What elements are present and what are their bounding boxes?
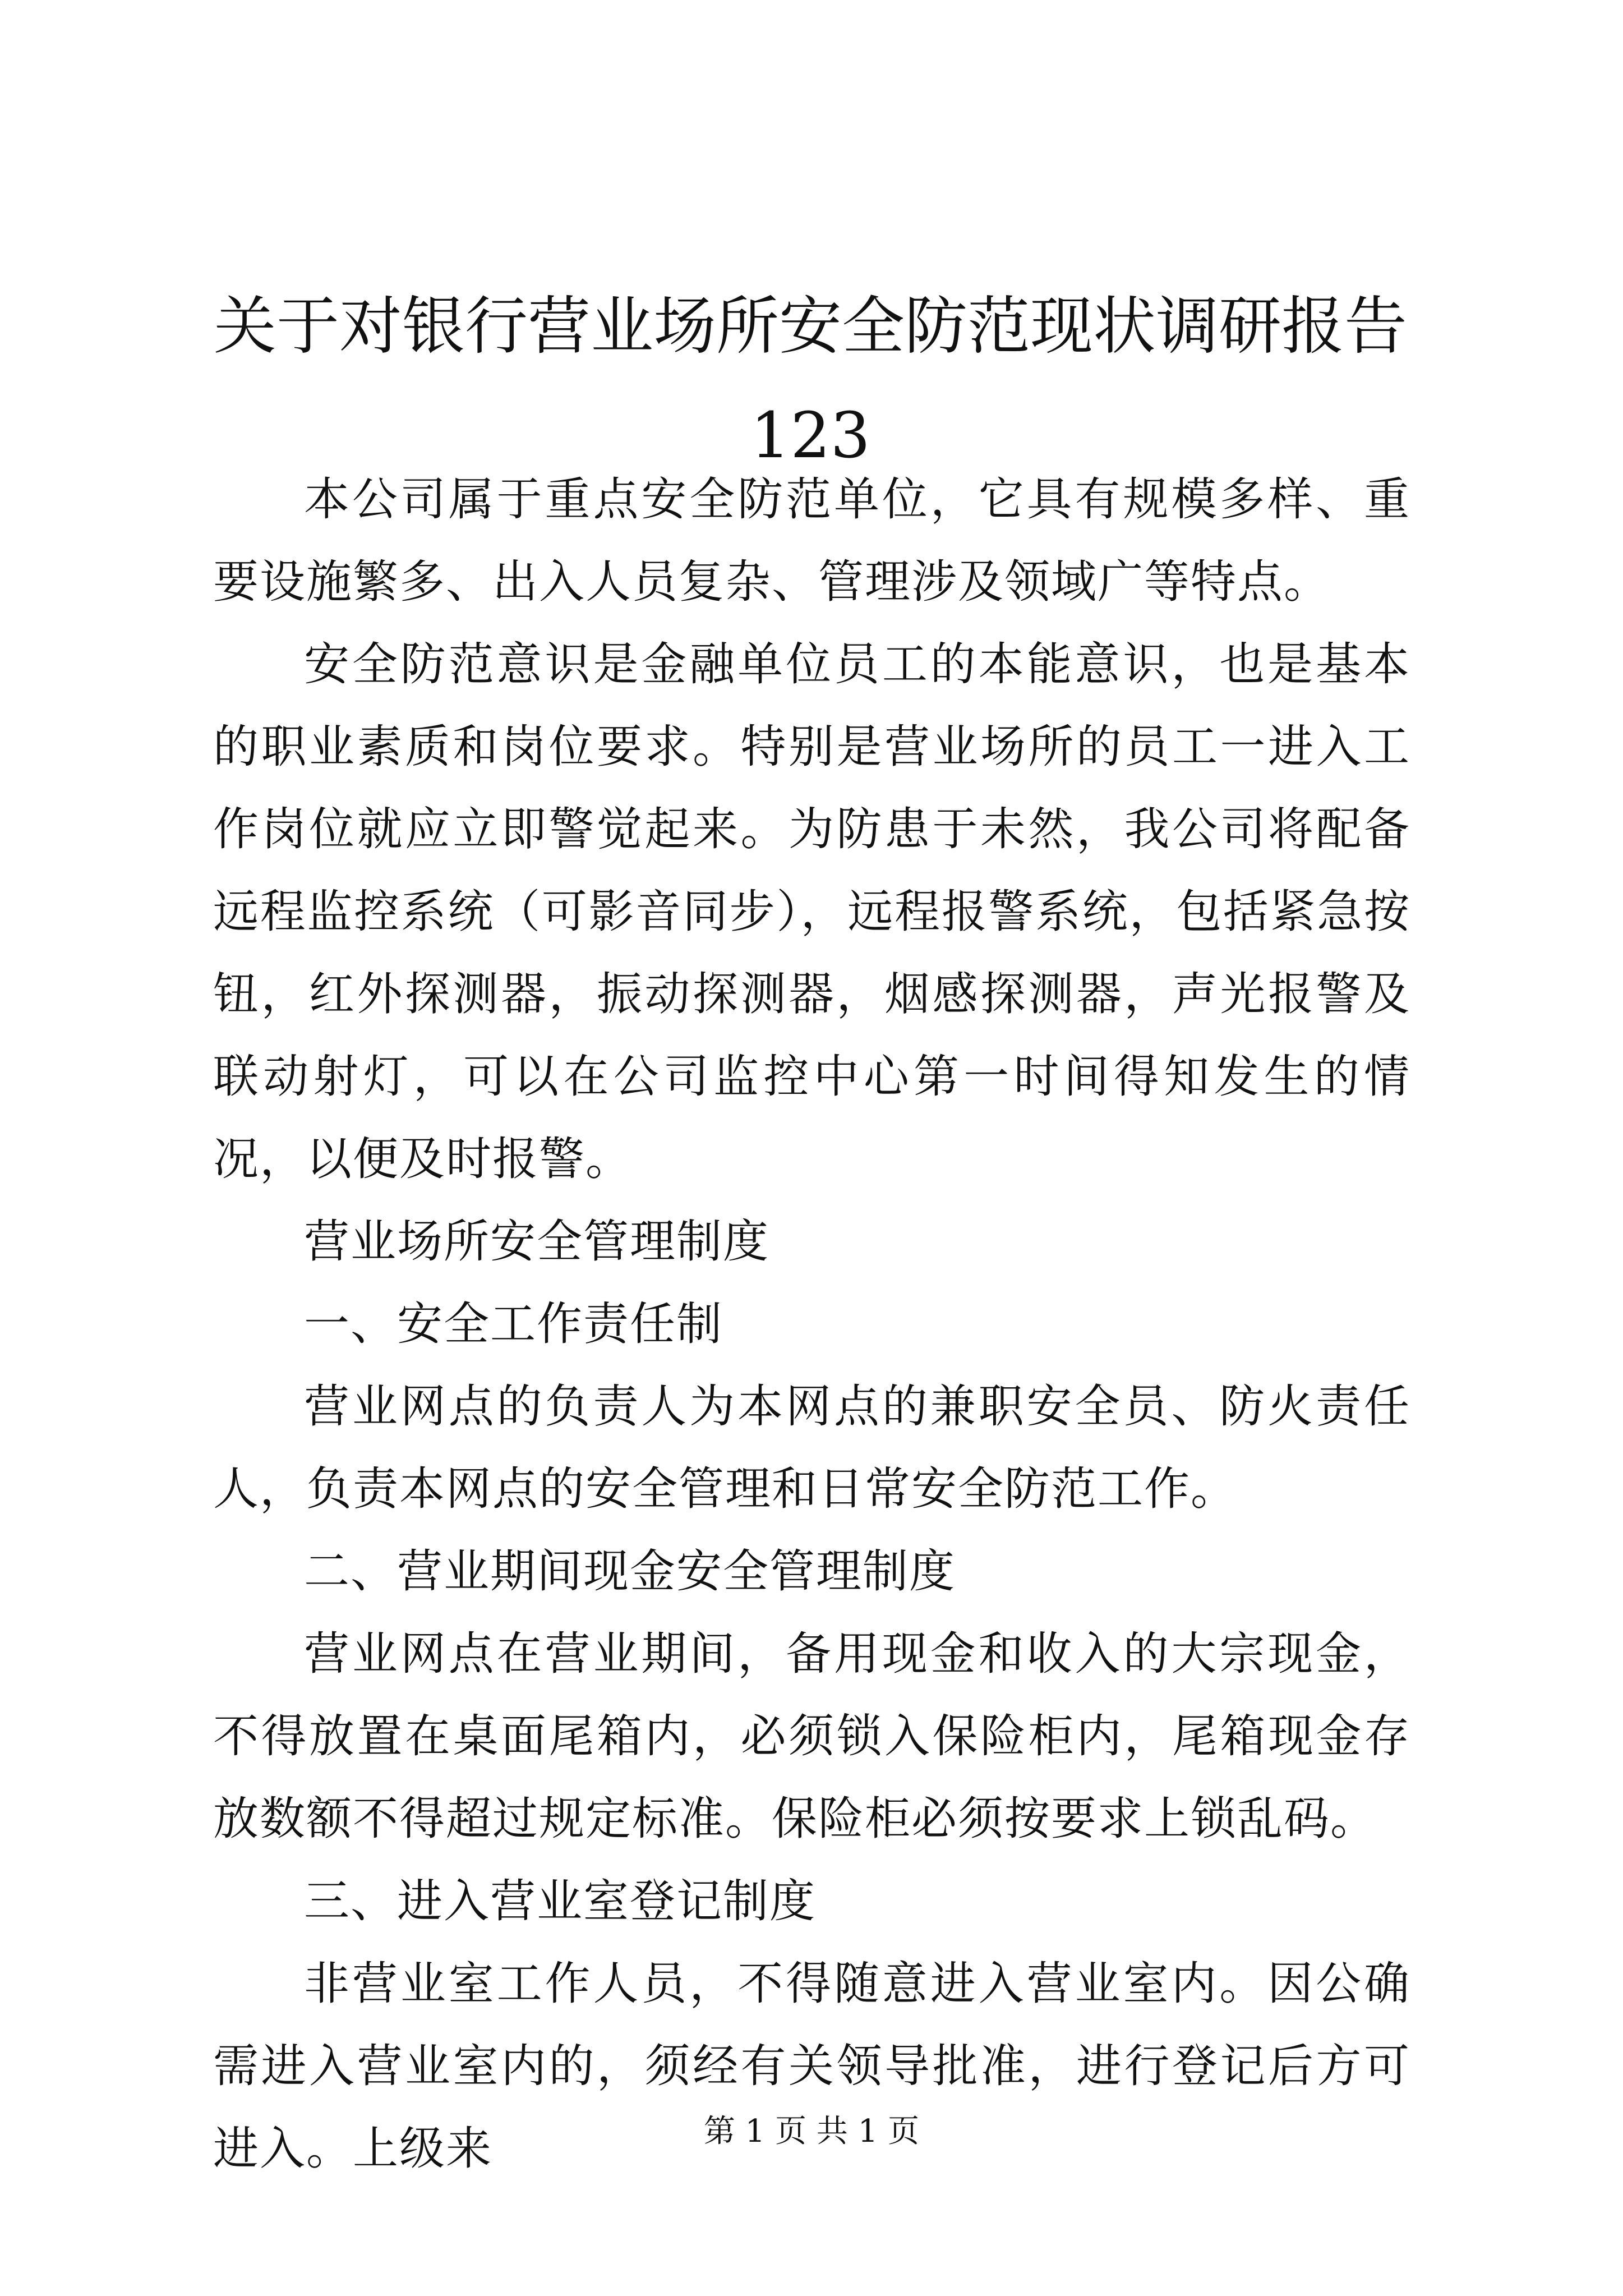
section-heading-rules: 营业场所安全管理制度 (304, 1216, 770, 1268)
paragraph-awareness: 安全防范意识是金融单位员工的本能意识，也是基本的职业素质和岗位要求。特别是营业场所的员工一进入工作岗位就应立即警觉起来。为防患于未然，我公司将配备远程监控系统（可影音同步），远程报警系统，包括紧急按钮，红外探测器，振动探测器，烟感探测器，声光报警及联动射灯，可以在公司监控中心第一时间得知发生的情况，以便及时报警。 (213, 638, 1410, 1186)
document-title: 关于对银行营业场所安全防范现状调研报告123 (214, 290, 1407, 472)
paragraph-responsibility: 营业网点的负责人为本网点的兼职安全员、防火责任人，负责本网点的安全管理和日常安全防范工作。 (213, 1381, 1410, 1516)
section-heading-2: 二、营业期间现金安全管理制度 (304, 1545, 956, 1598)
paragraph-intro: 本公司属于重点安全防范单位，它具有规模多样、重要设施繁多、出入人员复杂、管理涉及领域广等特点。 (213, 473, 1410, 609)
section-heading-3: 三、进入营业室登记制度 (304, 1875, 817, 1928)
document-body (213, 459, 1410, 2191)
paragraph-cash-management: 营业网点在营业期间，备用现金和收入的大宗现金，不得放置在桌面尾箱内，必须锁入保险柜内，尾箱现金存放数额不得超过规定标准。保险柜必须按要求上锁乱码。 (213, 1628, 1410, 1846)
page-footer: 第 1 页 共 1 页 (703, 2113, 920, 2150)
paragraph-entry-registration: 非营业室工作人员，不得随意进入营业室内。因公确需进入营业室内的，须经有关领导批准，进行登记后方可进入。上级来 (213, 1958, 1410, 2175)
section-heading-1: 一、安全工作责任制 (304, 1298, 723, 1351)
